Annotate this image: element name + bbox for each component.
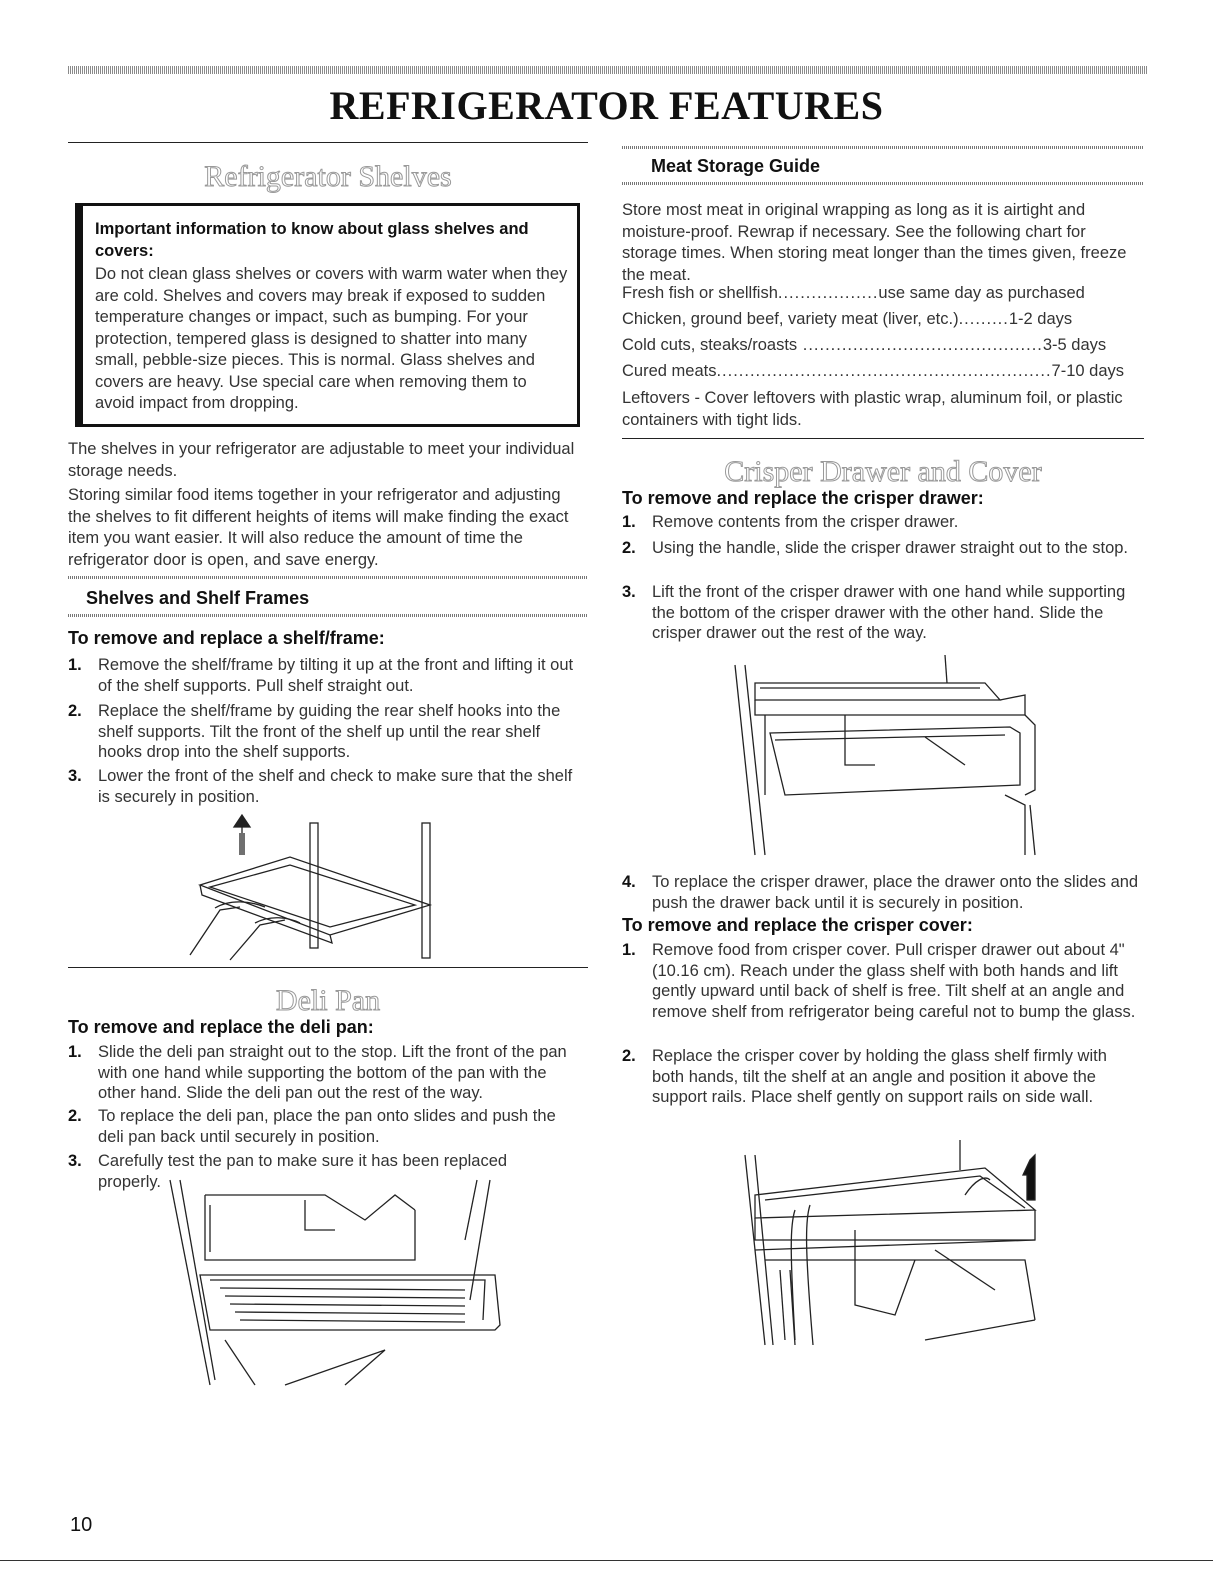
crisper-cover-illustration xyxy=(735,1140,1040,1350)
meat-item: Cured meats xyxy=(622,362,717,380)
shelves-storing-para: Storing similar food items together in your refrigerator and adjusting the shelves to fit different heights of items will make finding the exact item you want easier. It will also reduce the amount of time the refrigerator door is open, and save energy. xyxy=(68,486,569,569)
cover-heading: To remove and replace the crisper cover: xyxy=(622,915,973,935)
meat-item: Fresh fish or shellfish xyxy=(622,284,778,302)
header-dotted-bar xyxy=(68,66,1148,74)
step-text: Lift the front of the crisper drawer with one hand while supporting the bottom of the crisper drawer with the other hand. Slide the crisper drawer out the rest of the way. xyxy=(652,583,1126,642)
section-rule xyxy=(68,142,588,143)
step-number: 1. xyxy=(622,513,636,531)
step-text: Remove contents from the crisper drawer. xyxy=(652,513,959,531)
table-row: Chicken, ground beef, variety meat (liver, etc.).........1-2 days xyxy=(622,310,1073,328)
warning-heading: Important information to know about glass shelves and covers: xyxy=(95,220,529,260)
meat-item: Cold cuts, steaks/roasts xyxy=(622,336,798,354)
step-text: Lower the front of the shelf and check to make sure that the shelf is securely in position. xyxy=(98,767,573,806)
step-number: 3. xyxy=(68,767,82,785)
meat-time: use same day as purchased xyxy=(878,284,1085,302)
meat-time: 7-10 days xyxy=(1051,362,1124,380)
step-text: Replace the crisper cover by holding the glass shelf firmly with both hands, tilt the shelf at an angle and position it above the support rails. Place shelf gently on support rails on side wall. xyxy=(652,1047,1107,1106)
step-number: 2. xyxy=(68,1107,82,1125)
leftovers-para: Leftovers - Cover leftovers with plastic wrap, aluminum foil, or plastic containers with tight lids. xyxy=(622,389,1123,429)
step-number: 1. xyxy=(68,1043,82,1061)
step-text: Carefully test the pan to make sure it has been replaced properly. xyxy=(98,1152,508,1191)
step-number: 4. xyxy=(622,873,636,891)
step-text: Using the handle, slide the crisper drawer straight out to the stop. xyxy=(652,539,1129,557)
page-number: 10 xyxy=(70,1514,93,1536)
deli-pan-illustration xyxy=(165,1180,510,1390)
frames-heading: To remove and replace a shelf/frame: xyxy=(68,628,385,648)
step-number: 3. xyxy=(622,583,636,601)
drawer-heading: To remove and replace the crisper drawer: xyxy=(622,488,984,508)
step-number: 2. xyxy=(622,1047,636,1065)
step-number: 1. xyxy=(622,941,636,959)
warning-body: Do not clean glass shelves or covers with warm water when they are cold. Shelves and covers may break if exposed to sudden temperature changes or impact, such as bumping. For your protection, tempered glass is designed to shatter into many small, pebble-size pieces. This is normal. Glass shelves and covers are heavy. Use special care when removing them to avoid impact from dropping. xyxy=(95,265,568,412)
subhead-shelves-frames: Shelves and Shelf Frames xyxy=(86,588,310,608)
subhead-bar-top xyxy=(622,146,1144,149)
deli-heading: To remove and replace the deli pan: xyxy=(68,1017,374,1037)
table-row: Cured meats............................................................7-10 days xyxy=(622,362,1124,380)
table-row: Cold cuts, steaks/roasts ...........................................3-5 days xyxy=(622,336,1107,354)
table-row: Fresh fish or shellfish..................use same day as purchased xyxy=(622,284,1085,302)
section-title-deli: Deli Pan xyxy=(275,984,381,1017)
footer-rule xyxy=(0,1560,1213,1561)
subhead-bar-top xyxy=(68,576,588,579)
section-title-shelves: Refrigerator Shelves xyxy=(204,160,452,193)
meat-time: 3-5 days xyxy=(1042,336,1107,354)
shelves-intro-para: The shelves in your refrigerator are adjustable to meet your individual storage needs. xyxy=(68,440,575,480)
subhead-meat-storage: Meat Storage Guide xyxy=(651,156,821,176)
meat-storage-table xyxy=(622,284,1124,394)
step-text: To replace the deli pan, place the pan onto slides and push the deli pan back until securely in position. xyxy=(98,1107,556,1146)
step-text: Remove food from crisper cover. Pull crisper drawer out about 4" (10.16 cm). Reach under the glass shelf with both hands and lift gently upward until back of shelf is free. Tilt shelf at an angle and remove shelf from refrigerator being careful not to bump the glass. xyxy=(652,941,1136,1021)
subhead-bar-bottom xyxy=(68,614,588,617)
section-rule xyxy=(68,967,588,968)
step-text: To replace the crisper drawer, place the drawer onto the slides and push the drawer back until it is securely in position. xyxy=(652,873,1139,912)
meat-item: Chicken, ground beef, variety meat (liver, etc.) xyxy=(622,310,959,328)
step-number: 3. xyxy=(68,1152,82,1170)
subhead-bar-bottom xyxy=(622,182,1144,185)
step-number: 1. xyxy=(68,656,82,674)
step-number: 2. xyxy=(68,702,82,720)
section-title-crisper: Crisper Drawer and Cover xyxy=(724,455,1042,488)
page-title: REFRIGERATOR FEATURES xyxy=(329,83,884,128)
step-text: Remove the shelf/frame by tilting it up at the front and lifting it out of the shelf supports. Pull shelf straight out. xyxy=(98,656,574,695)
crisper-drawer-illustration xyxy=(725,655,1045,860)
shelf-frame-illustration xyxy=(170,815,450,960)
section-rule xyxy=(622,438,1144,439)
meat-time: 1-2 days xyxy=(1008,310,1073,328)
step-text: Slide the deli pan straight out to the stop. Lift the front of the pan with one hand while supporting the bottom of the pan with the other hand. Slide the deli pan out the rest of the way. xyxy=(98,1043,567,1102)
step-text: Replace the shelf/frame by guiding the rear shelf hooks into the shelf supports. Tilt the front of the shelf up until the rear shelf hooks drop into the shelf supports. xyxy=(98,702,561,761)
step-number: 2. xyxy=(622,539,636,557)
meat-intro-para: Store most meat in original wrapping as long as it is airtight and moisture-proof. Rewrap if necessary. See the following chart for storage times. When storing meat longer than the times given, freeze the meat. xyxy=(622,201,1127,284)
